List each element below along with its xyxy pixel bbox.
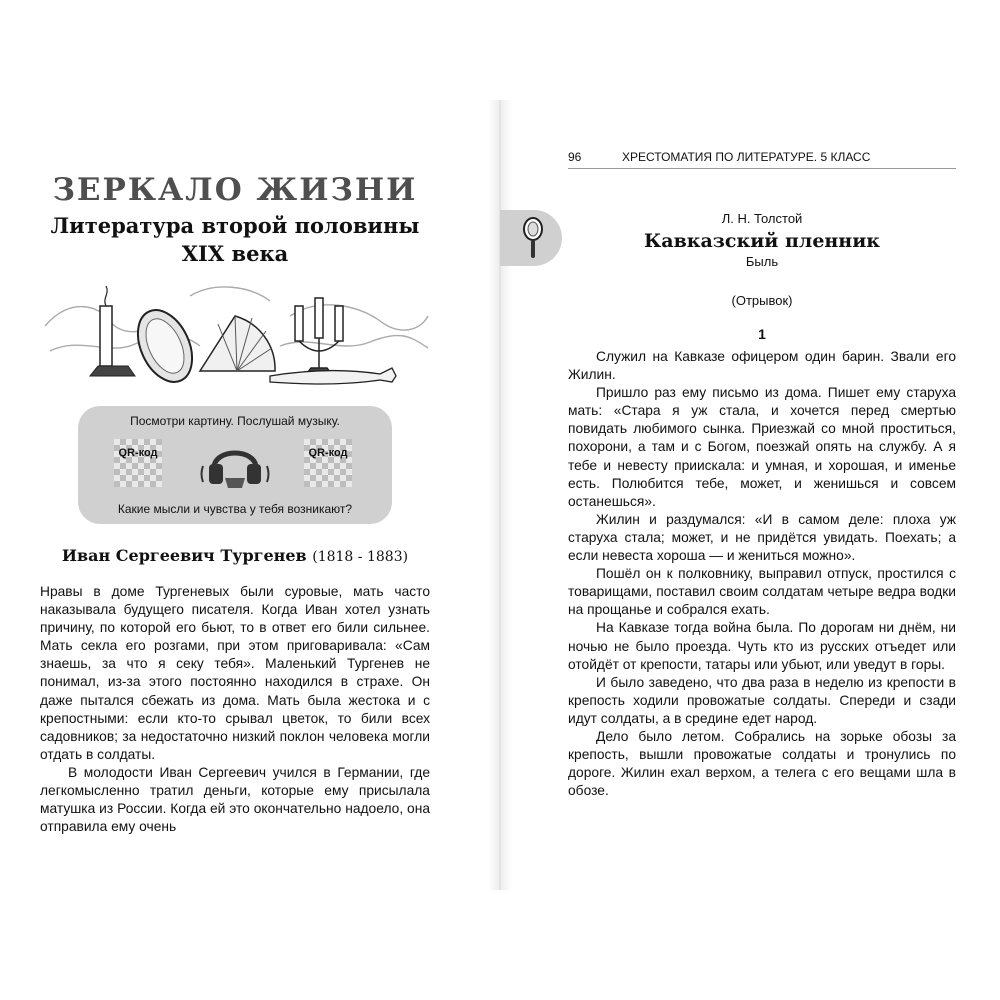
paragraph: И было заведено, что два раза в неделю из крепости в крепость ходили провожатые солдаты. Спереди и сзади идут солдаты, а в средине едет народ.	[568, 674, 956, 726]
excerpt-note: (Отрывок)	[731, 293, 793, 308]
section-subtitle	[40, 212, 430, 268]
headphones-icon	[200, 434, 270, 490]
author-heading	[40, 546, 430, 565]
left-page	[40, 160, 430, 836]
chapter-number: 1	[758, 326, 766, 342]
author-name: Иван Сергеевич Тургенев	[61, 546, 307, 565]
work-author: Л. Н. Толстой	[721, 211, 803, 226]
fan-icon	[200, 316, 275, 371]
section-subtitle-line1: Литература второй половины	[50, 213, 420, 238]
work-genre: Быль	[745, 254, 779, 269]
chapter-tab	[500, 210, 562, 266]
media-box-top-text: Посмотри картину. Послушай музыку.	[130, 414, 340, 428]
section-title: ЗЕРКАЛО ЖИЗНИ	[52, 172, 418, 208]
running-head	[568, 150, 956, 169]
section-subtitle-line2: XIX века	[181, 241, 289, 266]
hand-mirror-icon	[522, 216, 544, 260]
paragraph: Служил на Кавказе офицером один барин. Звали его Жилин.	[568, 349, 956, 383]
qr-code-right[interactable]	[304, 439, 352, 487]
left-body-text	[40, 583, 430, 836]
mirror-icon	[127, 301, 203, 390]
author-years: (1818 - 1883)	[312, 549, 409, 565]
paragraph: Жилин и раздумался: «И в самом деле: плоха уж старуха стала; может, и не придётся увидать. Поехать; а если невеста хороша — и жениться можно».	[568, 511, 956, 564]
media-box-bottom-text: Какие мысли и чувства у тебя возникают?	[117, 502, 353, 516]
paragraph: Пришло раз ему письмо из дома. Пишет ему старуха мать: «Стара я уж стала, и хочется перед смертью повидать любимого сынка. Приезжай со мной проститься, похорони, а там и с Богом, поезжай опять на службу. А я тебе и невесту приискала: и умная, и хорошая, и именье есть. Полюбится тебе, может, и женишься и совсем останешься».	[568, 385, 956, 509]
paragraph: Дело было летом. Собрались на зорьке обозы за крепость, вышли провожатые солдаты и тронулись по дороге. Жилин ехал верхом, а телега с его вещами шла в обозе.	[568, 728, 956, 799]
paragraph: На Кавказе тогда война была. По дорогам ни днём, ни ночью не было проезда. Чуть кто из русских отъедет или отойдёт от крепости, татары или убьют, или уведут в горы.	[568, 620, 956, 672]
media-box	[78, 406, 392, 524]
qr-code-left[interactable]	[114, 439, 162, 487]
right-body-text	[568, 348, 956, 800]
work-title: Кавказский пленник	[643, 230, 881, 252]
paragraph: В молодости Иван Сергеевич учился в Германии, где легкомысленно тратил деньги, которые ему присылала матушка из России. Когда ей это окончательно надоело, она отправила ему очень	[40, 764, 430, 835]
candelabra-icon	[295, 298, 343, 376]
paragraph: Нравы в доме Тургеневых были суровые, мать часто наказывала будущего писателя. Когда Иван хотел узнать причину, по которой его бьют, то в ответ его били сильнее. Мать секла его розгами, при этом приговаривала: «Сам знаешь, за что я секу тебя». Маленький Тургенев не понимал, из-за этого постоянно находился в страхе. Он даже пытался сбежать из дома. Мать была жестока и с крепостными: если кто-то срывал цветок, то били всех садовников; за недостаточно низкий поклон человека могли отдать в солдаты.	[40, 584, 430, 762]
right-page	[568, 150, 956, 800]
qr-code-right-label: QR-код	[308, 447, 348, 459]
glove-icon	[270, 368, 396, 384]
paragraph: Пошёл он к полковнику, выправил отпуск, простился с товарищами, поставил своим солдатам четыре ведра водки на прощанье и собрался ехать.	[568, 566, 956, 618]
qr-code-left-label: QR-код	[118, 447, 158, 459]
decorative-illustration	[40, 276, 430, 396]
running-title: ХРЕСТОМАТИЯ ПО ЛИТЕРАТУРЕ. 5 КЛАСС	[622, 150, 871, 164]
page-number: 96	[568, 150, 582, 164]
